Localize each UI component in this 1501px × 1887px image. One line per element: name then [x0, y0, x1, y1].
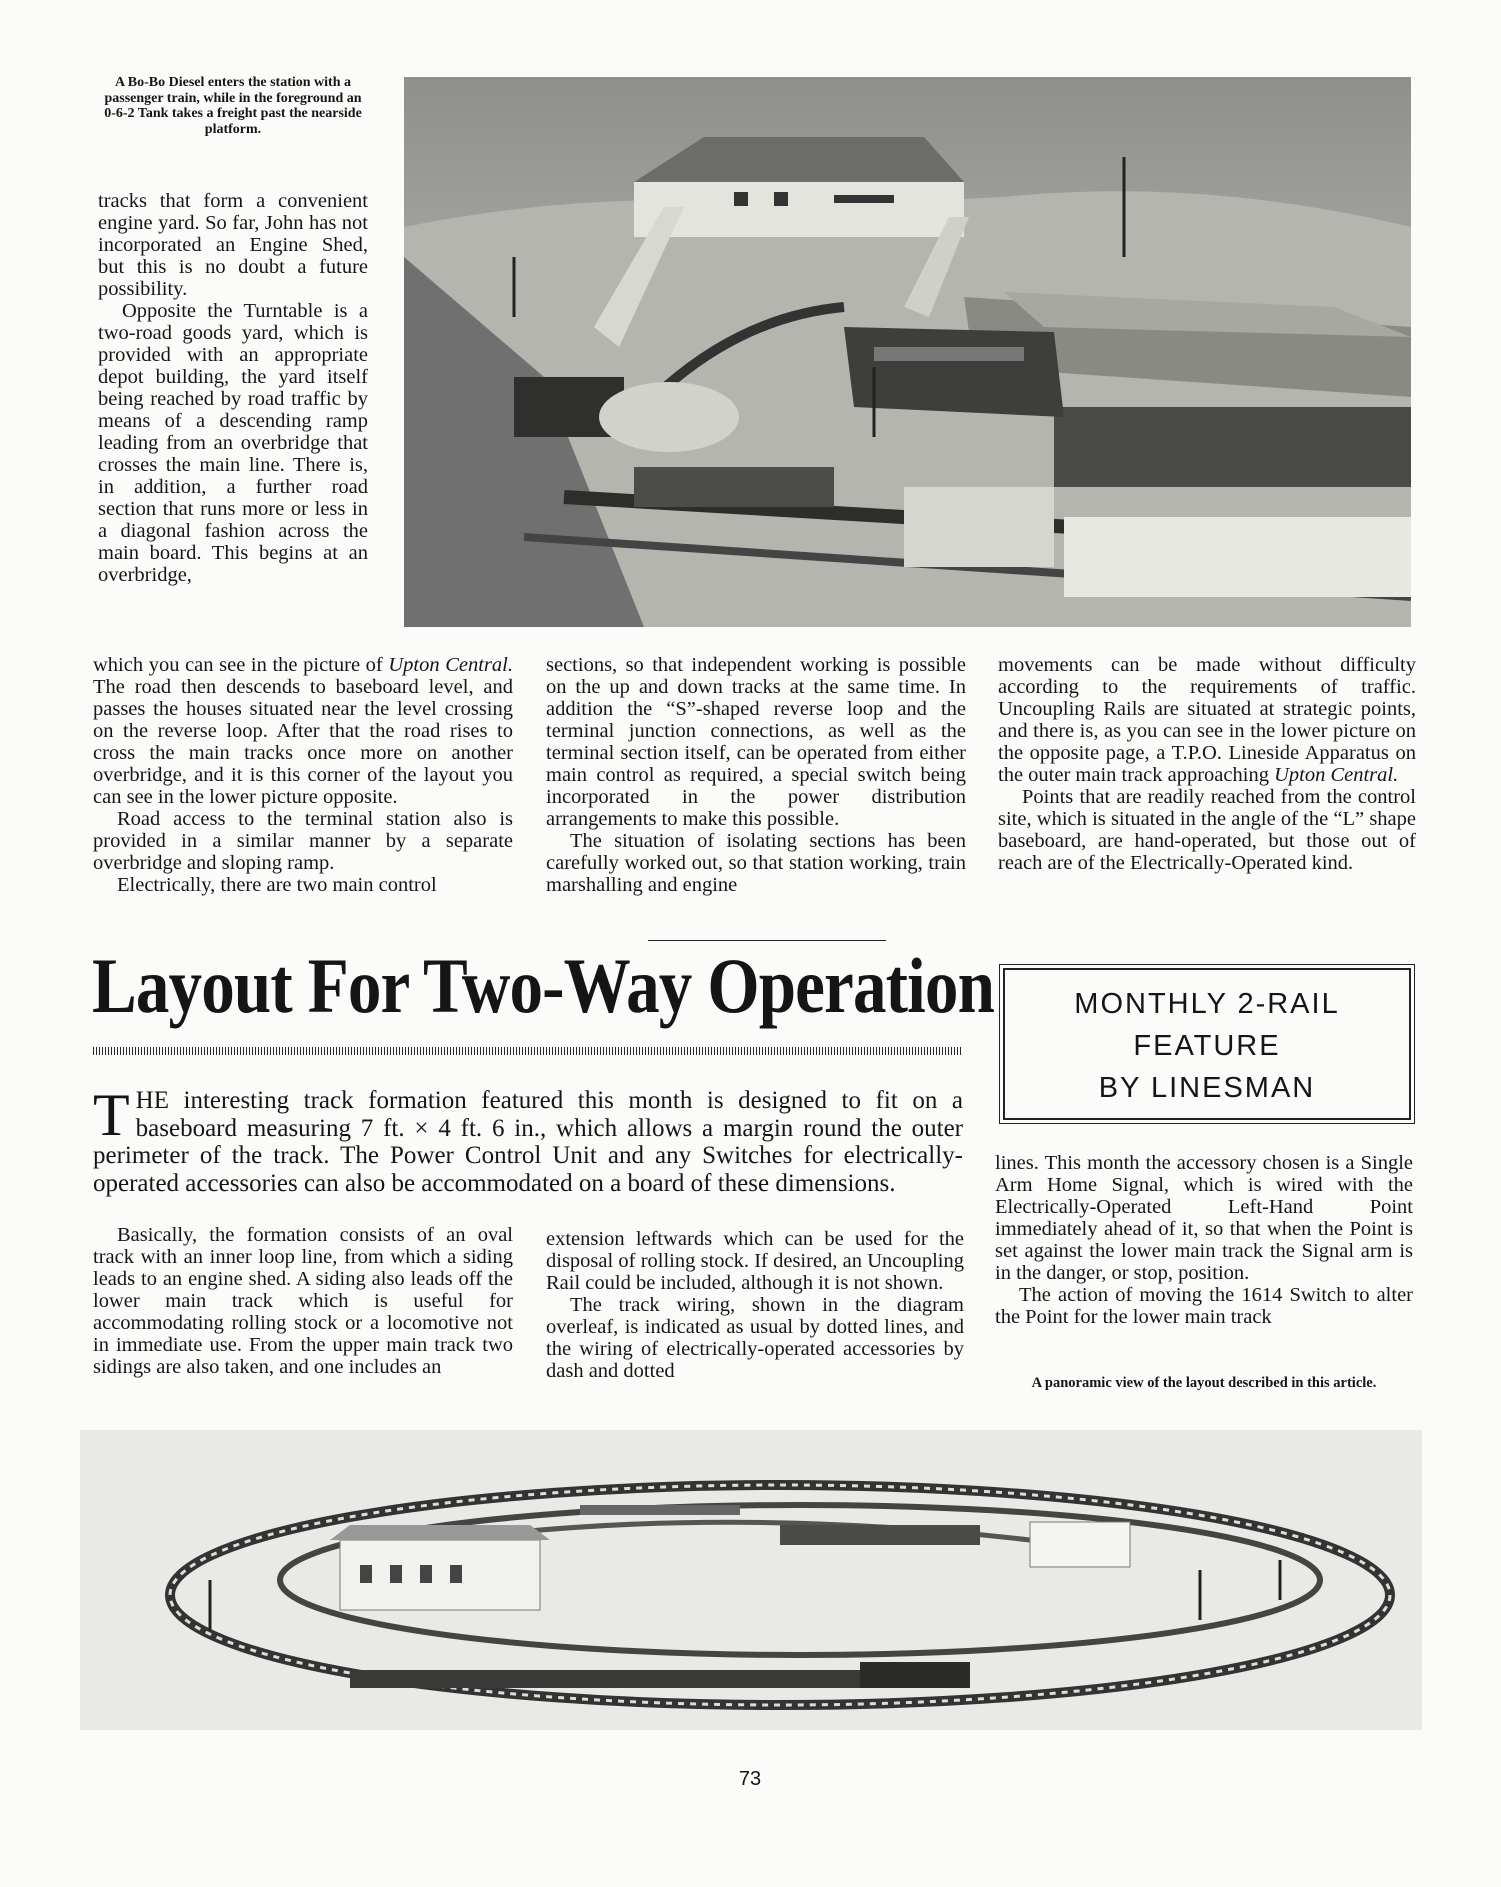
station-photo: [404, 77, 1411, 627]
lower-column-3: [995, 1152, 1413, 1328]
upper-col1-text-b: The road then descends to baseboard level, and passes the houses situated near the level crossing on the reverse loop. After that the road rises to cross the main tracks once more on another overbridge, and it is this corner of the layout you can see in the lower picture opposite.: [93, 676, 513, 808]
panorama-photo: [80, 1430, 1422, 1730]
lower-col3-paragraph-1: lines. This month the accessory chosen is a Single Arm Home Signal, which is wired with the Electrically-Operated Left-Hand Point immediately ahead of it, so that when the Point is set against the lower main track the Signal arm is in the danger, or stop, position.: [995, 1152, 1413, 1284]
lower-column-1: [93, 1224, 513, 1378]
upper-col1-paragraph-2: Road access to the terminal station also is provided in a similar manner by a separate overbridge and sloping ramp.: [93, 808, 513, 874]
narrow-column-text: [98, 190, 368, 586]
lower-col2-paragraph-2: The track wiring, shown in the diagram overleaf, is indicated as usual by dotted lines, and the wiring of electrically-operated accessories by dash and dotted: [546, 1294, 964, 1382]
drop-cap: T: [93, 1082, 130, 1148]
upper-col2-paragraph-1: sections, so that independent working is possible on the up and down tracks at the same time. In addition the “S”-shaped reverse loop and the terminal junction connections, as well as the terminal section itself, can be operated from either main control as required, a special switch being incorporated in the power distribution arrangements to make this possible.: [546, 654, 966, 830]
headline: Layout For Two-Way Operation: [92, 942, 995, 1029]
narrow-paragraph-1: tracks that form a convenient engine yard. So far, John has not incorporated an Engine Shed, but this is no doubt a future possibility.: [98, 190, 368, 300]
lower-col1-paragraph: Basically, the formation consists of an oval track with an inner loop line, from which a siding leads to an engine shed. A siding also leads off the lower main track which is useful for accommodating rolling stock or a locomotive not in immediate use. From the upper main track two sidings are also taken, and one includes an: [93, 1224, 513, 1378]
lower-column-2: [546, 1228, 964, 1382]
lower-col3-paragraph-2: The action of moving the 1614 Switch to alter the Point for the lower main track: [995, 1284, 1413, 1328]
lead-paragraph: [93, 1082, 963, 1197]
top-photo-caption: A Bo-Bo Diesel enters the station with a passenger train, while in the foreground an 0-6-2 Tank takes a freight past the nearside platform.: [104, 75, 362, 137]
upper-col1-paragraph-3: Electrically, there are two main control: [117, 874, 437, 896]
headline-underline-hatch: [93, 1047, 963, 1055]
narrow-paragraph-2: Opposite the Turntable is a two-road goods yard, which is provided with an appropriate depot building, the yard itself being reached by road traffic by means of a descending ramp leading from an overbridge that crosses the main line. There is, in addition, a further road section that runs more or less in a diagonal fashion across the main board. This begins at an overbridge,: [98, 300, 368, 586]
layout-panorama-image: [80, 1430, 1422, 1730]
upper-col2-paragraph-2: The situation of isolating sections has been carefully worked out, so that station working, train marshalling and engine: [546, 830, 966, 896]
page-number: 73: [738, 1768, 762, 1790]
upper-col3-paragraph-2: Points that are readily reached from the control site, which is situated in the angle of the “L” shape baseboard, are hand-operated, but those out of reach are of the Electrically-Operated kind.: [998, 786, 1416, 874]
station-scene-image: [404, 77, 1411, 627]
upper-column-1: [93, 654, 513, 896]
upper-column-2: [546, 654, 966, 896]
feature-box-line-3: BY LINESMAN: [1098, 1072, 1316, 1104]
column-rule: [648, 940, 886, 941]
feature-box-line-2: FEATURE: [1133, 1030, 1281, 1062]
feature-box-line-1: MONTHLY 2-RAIL: [1074, 988, 1340, 1020]
upton-central-italic-2: Upton Central.: [1274, 764, 1399, 786]
panorama-caption: A panoramic view of the layout described in this article.: [1031, 1375, 1377, 1391]
upper-col1-paragraph-1: [93, 654, 513, 808]
upper-col3-text-a: movements can be made without difficulty according to the requirements of traffic. Uncoupling Rails are situated at strategic points, and there is, as you can see in the lower picture on the opposite page, a T.P.O. Lineside Apparatus on the outer main track approaching: [998, 654, 1416, 786]
upper-col3-paragraph-1: [998, 654, 1416, 786]
upper-column-3: [998, 654, 1416, 874]
lower-col2-paragraph-1: extension leftwards which can be used for the disposal of rolling stock. If desired, an Uncoupling Rail could be included, although it is not shown.: [546, 1228, 964, 1294]
upper-col1-text-a: which you can see in the picture of: [93, 654, 389, 676]
feature-box: [1003, 968, 1411, 1120]
upton-central-italic: Upton Central.: [388, 654, 513, 676]
lead-text: HE interesting track formation featured this month is designed to fit on a baseboard measuring 7 ft. × 4 ft. 6 in., which allows a margin round the outer perimeter of the track. The Power Control Unit and any Switches for electrically-operated accessories can also be accommodated on a board of these dimensions.: [93, 1087, 963, 1197]
